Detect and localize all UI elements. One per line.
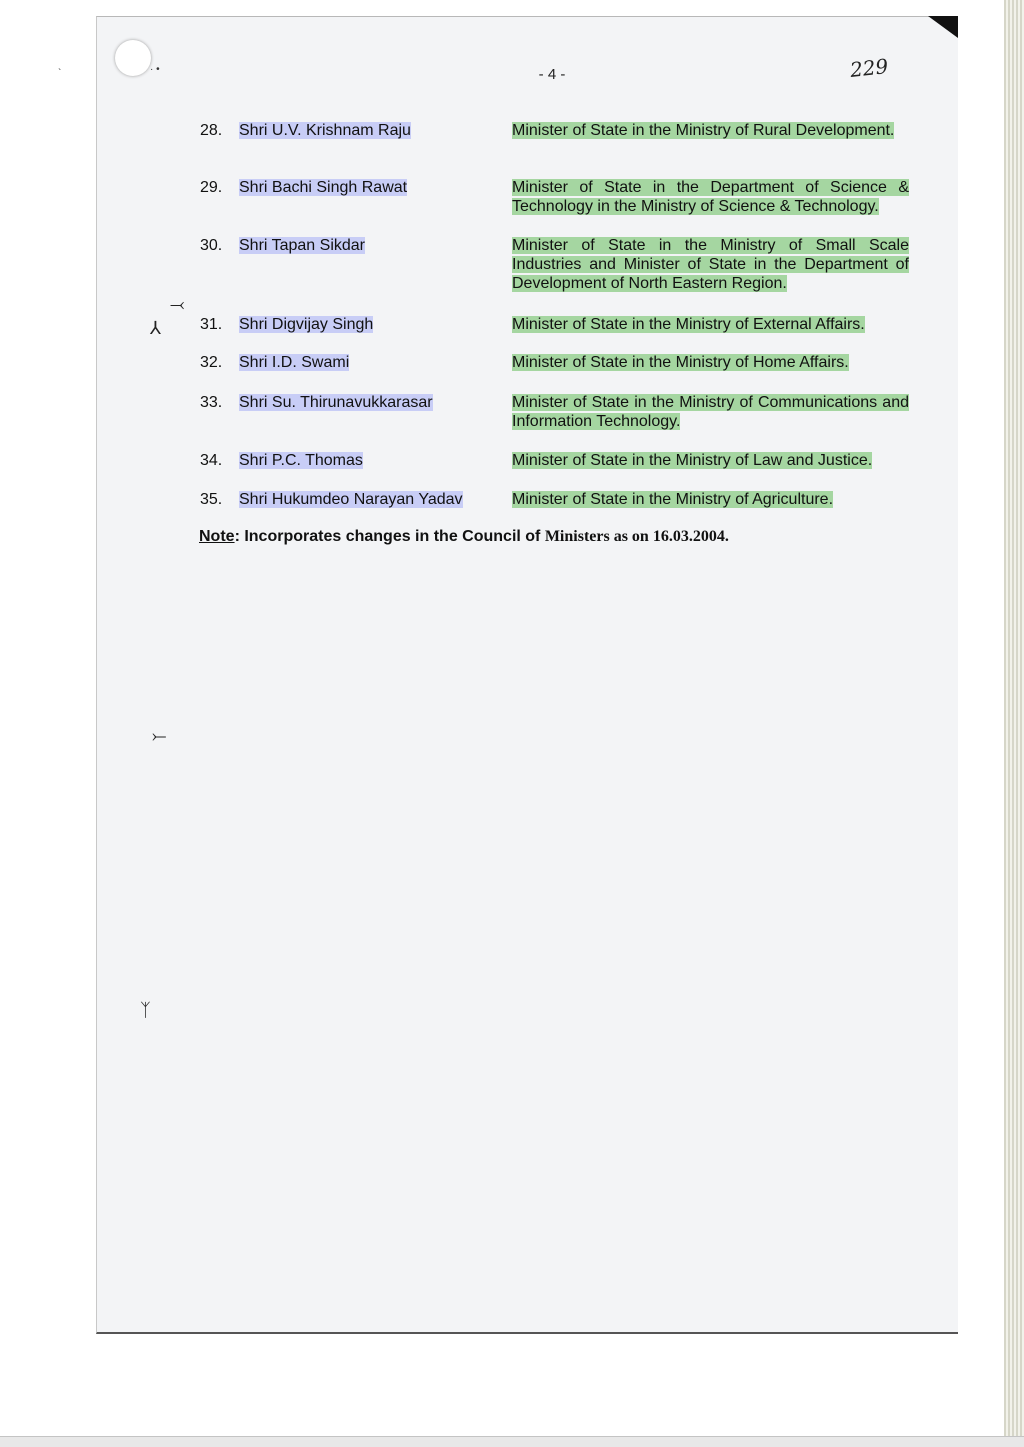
- scan-speck: `: [58, 68, 62, 79]
- note-label: Note: [199, 528, 235, 545]
- item-number: 30.: [200, 237, 223, 254]
- margin-tick-mark: ⅄: [150, 318, 161, 339]
- item-number: 29.: [200, 179, 223, 196]
- folded-corner: [928, 16, 958, 38]
- binder-edge: [1004, 0, 1024, 1447]
- handwritten-page-number: 229: [848, 54, 890, 82]
- item-number: 34.: [200, 452, 223, 469]
- minister-name: Shri I.D. Swami: [239, 354, 350, 371]
- margin-tick-mark: ⤙: [170, 294, 185, 315]
- note-colon: :: [234, 528, 240, 545]
- minister-post: Minister of State in the Ministry of Home Affairs.: [512, 354, 849, 371]
- minister-name: Shri Digvijay Singh: [239, 316, 374, 333]
- item-number: 32.: [200, 354, 223, 371]
- item-number: 31.: [200, 316, 223, 333]
- minister-name: Shri U.V. Krishnam Raju: [239, 122, 411, 139]
- margin-tick-mark: ᛉ: [140, 1000, 151, 1021]
- minister-post: Minister of State in the Ministry of Small Scale Industries and Minister of State in the Department of Development of North Eastern Region.: [512, 237, 909, 292]
- minister-post: Minister of State in the Ministry of Communications and Information Technology.: [512, 394, 909, 430]
- footnote: [199, 528, 729, 546]
- scan-speck: · •: [150, 64, 160, 75]
- minister-post: Minister of State in the Ministry of Rural Development.: [512, 122, 895, 139]
- item-number: 35.: [200, 491, 223, 508]
- note-text: Incorporates changes in the Council of: [239, 528, 545, 545]
- minister-name: Shri Bachi Singh Rawat: [239, 179, 408, 196]
- page-number: - 4 -: [538, 66, 566, 83]
- margin-tick-mark: ⤚: [152, 726, 167, 747]
- minister-name: Shri Tapan Sikdar: [239, 237, 365, 254]
- item-number: 33.: [200, 394, 223, 411]
- minister-post: Minister of State in the Department of Science & Technology in the Ministry of Science & Technology.: [512, 179, 909, 215]
- minister-name: Shri P.C. Thomas: [239, 452, 363, 469]
- bottom-edge: [0, 1436, 1024, 1447]
- minister-name: Shri Su. Thirunavukkarasar: [239, 394, 433, 411]
- item-number: 28.: [200, 122, 223, 139]
- minister-post: Minister of State in the Ministry of Law and Justice.: [512, 452, 873, 469]
- note-text-tail: Ministers as on 16.03.2004.: [544, 528, 729, 545]
- minister-name: Shri Hukumdeo Narayan Yadav: [239, 491, 463, 508]
- minister-post: Minister of State in the Ministry of Agriculture.: [512, 491, 834, 508]
- minister-post: Minister of State in the Ministry of External Affairs.: [512, 316, 865, 333]
